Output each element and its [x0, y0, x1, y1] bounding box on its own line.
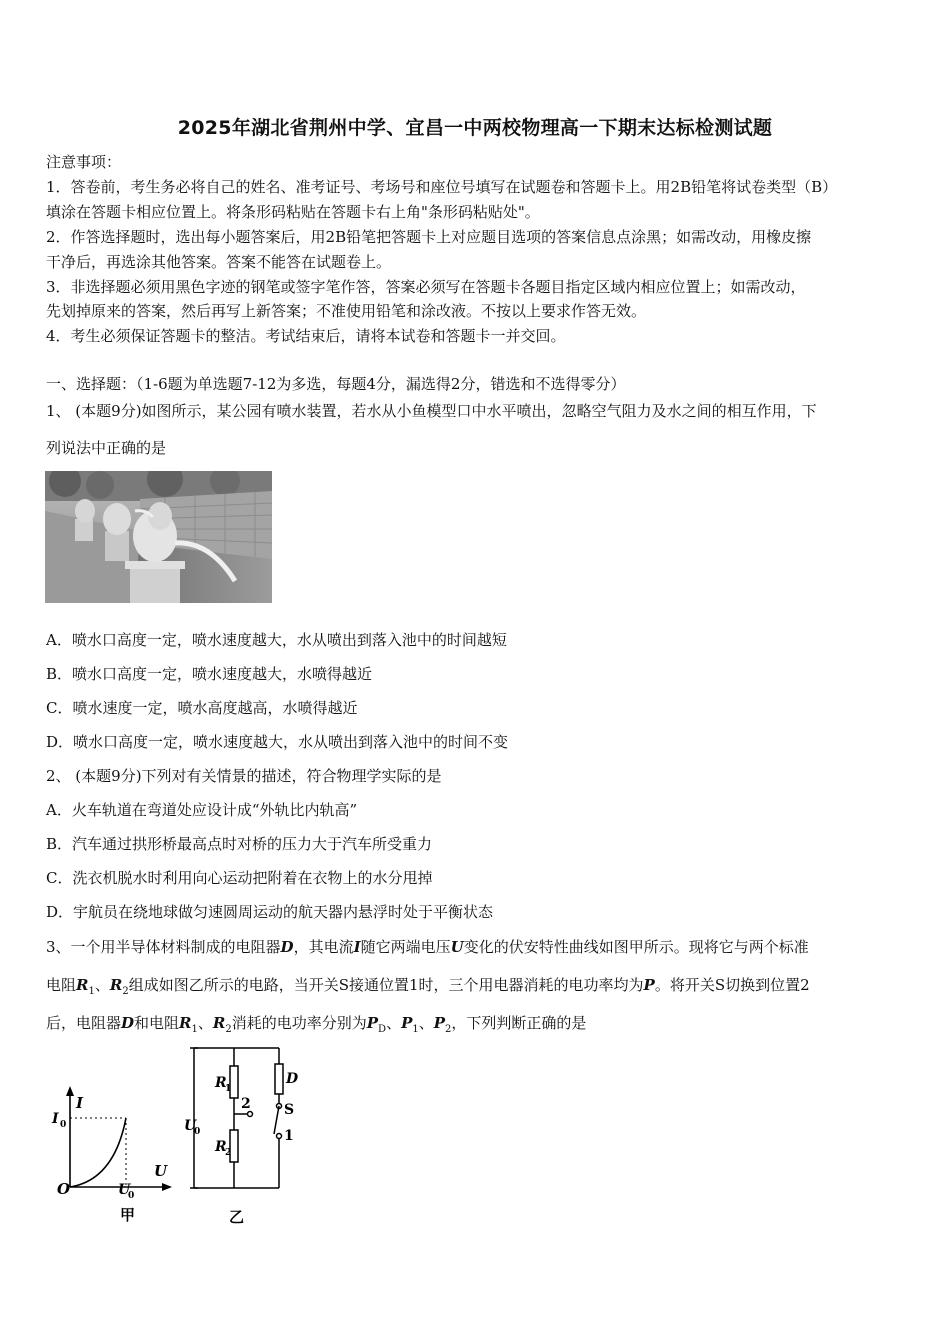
- notice-line: 3．非选择题必须用黑色字迹的钢笔或签字笔作答，答案必须写在答题卡各题目指定区域内相应位置上；如需改动，: [46, 278, 806, 296]
- q1-option-c: C．喷水速度一定，喷水高度越高，水喷得越近: [46, 699, 358, 717]
- var-p: P: [643, 976, 655, 994]
- text: 和电阻: [134, 1014, 180, 1032]
- sub: 1: [191, 1024, 198, 1035]
- circuit-diagram: [190, 1048, 283, 1188]
- q2-option-d: D．宇航员在绕地球做匀速圆周运动的航天器内悬浮时处于平衡状态: [46, 903, 494, 921]
- s-label: S: [284, 1102, 295, 1118]
- pos-1-label: 1: [284, 1128, 294, 1144]
- text: 电阻: [46, 976, 77, 994]
- resistor-d: [275, 1064, 283, 1094]
- graph-caption: 甲: [120, 1206, 136, 1224]
- section-heading: 一、选择题：（1-6题为单选题7-12为多选，每题4分，漏选得2分，错选和不选得零分）: [46, 375, 626, 393]
- text: 、: [386, 1014, 402, 1032]
- notice-line: 先划掉原来的答案，然后再写上新答案；不准使用铅笔和涂改液。不按以上要求作答无效。: [46, 302, 647, 320]
- x-arrow-icon: [162, 1183, 172, 1191]
- origin-label: O: [57, 1180, 71, 1198]
- i0-label: I: [52, 1111, 59, 1127]
- page-title: 2025年湖北省荆州中学、宜昌一中两校物理高一下期末达标检测试题: [177, 117, 773, 139]
- text: 随它两端电压: [360, 938, 451, 956]
- r2-sub: 2: [225, 1148, 232, 1158]
- text: 变化的伏安特性曲线如图甲所示。现将它与两个标准: [463, 938, 809, 956]
- q1-option-a: A．喷水口高度一定，喷水速度越大，水从喷出到落入池中的时间越短: [46, 631, 507, 649]
- question-3-stem: [46, 936, 809, 958]
- text: 、: [418, 1014, 434, 1032]
- i0-sub: 0: [60, 1120, 67, 1130]
- q2-option-c: C．洗衣机脱水时利用向心运动把附着在衣物上的水分甩掉: [46, 869, 433, 887]
- q2-option-a: A．火车轨道在弯道处应设计成“外轨比内轨高”: [46, 801, 358, 819]
- var-u: U: [450, 938, 464, 956]
- var-r2: R: [109, 976, 123, 994]
- question-3-figures: [44, 1042, 314, 1232]
- var-r1: R: [179, 1014, 192, 1032]
- sub: 2: [225, 1024, 232, 1035]
- contact-1: [277, 1134, 282, 1139]
- notice-line: 2．作答选择题时，选出每小题答案后，用2B铅笔把答题卡上对应题目选项的答案信息点涂黑；如需改动，用橡皮擦: [46, 228, 812, 246]
- text: 、: [94, 976, 110, 994]
- notice-line: 1．答卷前，考生务必将自己的姓名、准考证号、考场号和座位号填写在试题卷和答题卡上。用2B铅笔将试卷类型（B）: [46, 178, 838, 196]
- y-arrow-icon: [66, 1086, 74, 1096]
- r1-sub: 1: [225, 1084, 232, 1094]
- var-p: P: [433, 1014, 446, 1032]
- text: ，下列判断正确的是: [451, 1014, 587, 1032]
- notice-heading: 注意事项：: [46, 153, 122, 171]
- var-p: P: [401, 1014, 413, 1032]
- u0-sub: 0: [128, 1191, 135, 1201]
- u0-label: U: [184, 1118, 197, 1134]
- d-label: D: [286, 1071, 299, 1087]
- question-1-stem: 1、 (本题9分)如图所示，某公园有喷水装置，若水从小鱼模型口中水平喷出，忽略空气阻力及水之间的相互作用，下: [46, 402, 817, 420]
- text: 3、一个用半导体材料制成的电阻器: [46, 938, 281, 956]
- question-3-stem-cont2: [46, 1012, 586, 1041]
- text: 。将开关S切换到位置2: [654, 976, 810, 994]
- text: ，其电流: [293, 938, 354, 956]
- circuit-caption: 乙: [229, 1208, 245, 1226]
- y-label: I: [76, 1094, 84, 1112]
- sub: 1: [88, 986, 95, 997]
- text: 消耗的电功率分别为: [231, 1014, 367, 1032]
- question-1-stem-cont: 列说法中正确的是: [46, 439, 167, 457]
- q1-option-b: B．喷水口高度一定，喷水速度越大，水喷得越近: [46, 665, 373, 683]
- question-3-stem-cont: [46, 974, 810, 1003]
- pos-2-label: 2: [241, 1096, 251, 1112]
- u0-label: U: [118, 1182, 131, 1198]
- notice-line: 干净后，再选涂其他答案。答案不能答在试题卷上。: [46, 253, 392, 271]
- sub: D: [378, 1024, 387, 1035]
- sub: 2: [122, 986, 129, 997]
- sub: 1: [412, 1024, 419, 1035]
- x-label: U: [154, 1162, 168, 1180]
- var-r2: R: [212, 1014, 226, 1032]
- question-2-stem: 2、 (本题9分)下列对有关情景的描述，符合物理学实际的是: [46, 767, 442, 785]
- switch-blade: [274, 1106, 279, 1134]
- r2-label: R: [215, 1139, 227, 1155]
- text: 组成如图乙所示的电路，当开关S接通位置1时，三个用电器消耗的电功率均为: [128, 976, 644, 994]
- notice-line: 填涂在答题卡相应位置上。将条形码粘贴在答题卡右上角"条形码粘贴处"。: [46, 203, 540, 221]
- fountain-photo: [45, 471, 272, 603]
- notice-line: 4．考生必须保证答题卡的整洁。考试结束后，请将本试卷和答题卡一并交回。: [46, 327, 566, 345]
- var-i: I: [353, 938, 361, 956]
- text: 后，电阻器: [46, 1014, 122, 1032]
- text: 、: [197, 1014, 213, 1032]
- sub: 2: [445, 1024, 452, 1035]
- var-d: D: [121, 1014, 135, 1032]
- var-r1: R: [76, 976, 89, 994]
- iv-graph: [51, 1086, 172, 1224]
- contact-2: [248, 1112, 253, 1117]
- r1-label: R: [215, 1075, 227, 1091]
- iv-curve: [70, 1118, 126, 1187]
- var-d: D: [280, 938, 294, 956]
- u0-sub: 0: [194, 1127, 201, 1137]
- q1-option-d: D．喷水口高度一定，喷水速度越大，水从喷出到落入池中的时间不变: [46, 733, 509, 751]
- var-p: P: [366, 1014, 379, 1032]
- q2-option-b: B．汽车通过拱形桥最高点时对桥的压力大于汽车所受重力: [46, 835, 433, 853]
